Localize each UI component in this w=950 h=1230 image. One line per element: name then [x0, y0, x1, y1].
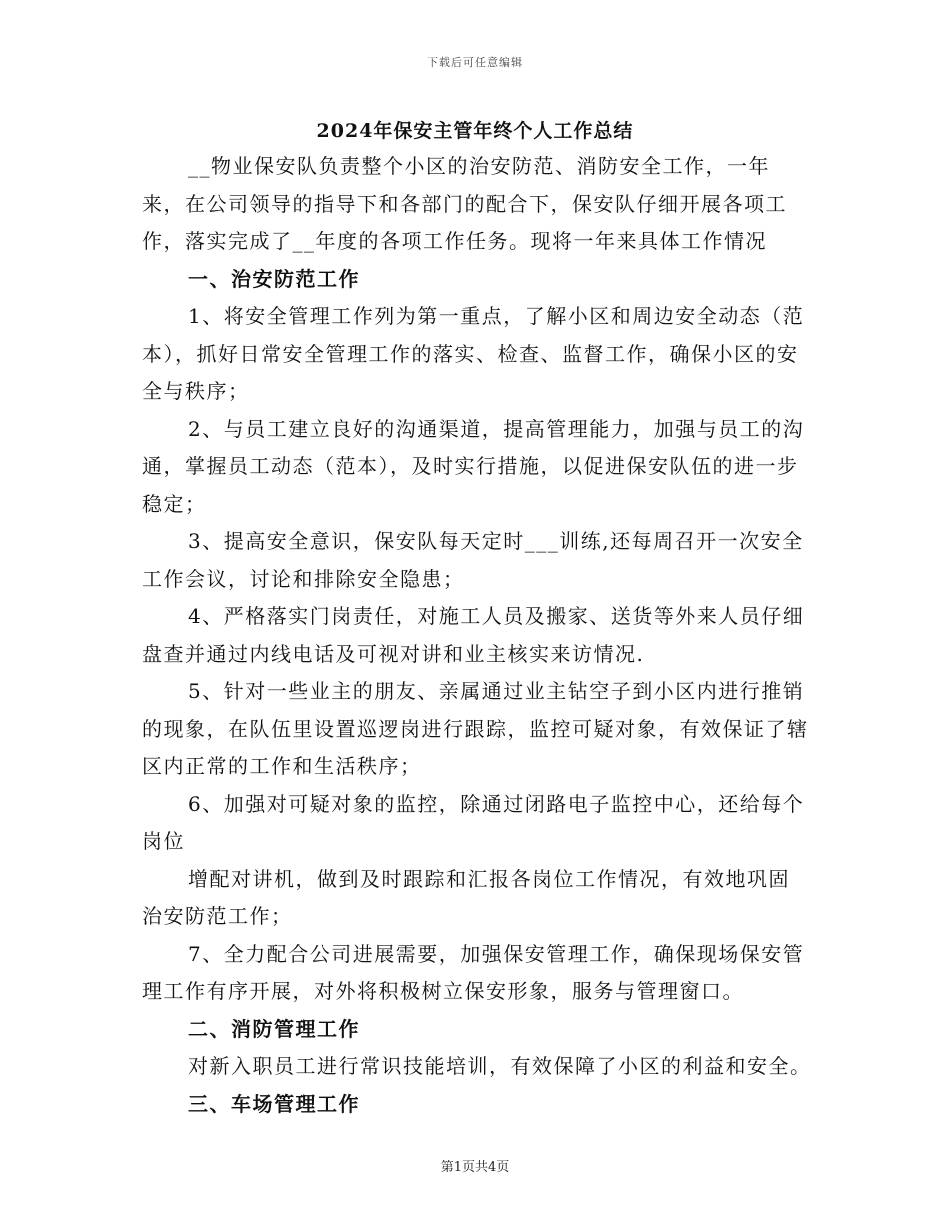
section-heading-security: 一、治安防范工作	[188, 266, 360, 291]
header-note: 下载后可任意编辑	[427, 56, 523, 69]
body-paragraph: 5、针对一些业主的朋友、亲属通过业主钻空子到小区内进行推销的现象，在队伍里设置巡逻岗进行跟踪，监控可疑对象，有效保证了辖区内正常的工作和生活秩序；	[142, 679, 809, 778]
document-body	[142, 148, 810, 1123]
intro-paragraph: __物业保安队负责整个小区的治安防范、消防安全工作，一年来，在公司领导的指导下和各部门的配合下，保安队仔细开展各项工作，落实完成了__年度的各项工作任务。现将一年来具体工作情况	[142, 154, 787, 253]
body-paragraph: 增配对讲机，做到及时跟踪和汇报各岗位工作情况，有效地巩固治安防范工作；	[142, 866, 790, 928]
section-heading-parking: 三、车场管理工作	[188, 1091, 360, 1116]
page-number-footer: 第1页共4页	[440, 1160, 510, 1175]
body-paragraph: 1、将安全管理工作列为第一重点，了解小区和周边安全动态（范本），抓好日常安全管理工作的落实、检查、监督工作，确保小区的安全与秩序；	[142, 304, 805, 403]
body-paragraph: 4、严格落实门岗责任，对施工人员及搬家、送货等外来人员仔细盘查并通过内线电话及可视对讲和业主核实来访情况.	[142, 604, 805, 666]
body-paragraph: 2、与员工建立良好的沟通渠道，提高管理能力，加强与员工的沟通，掌握员工动态（范本），及时实行措施，以促进保安队伍的进一步稳定；	[142, 416, 805, 516]
body-paragraph: 6、加强对可疑对象的监控，除通过闭路电子监控中心，还给每个岗位	[142, 791, 805, 853]
body-paragraph: 7、全力配合公司进展需要，加强保安管理工作，确保现场保安管理工作有序开展，对外将积极树立保安形象，服务与管理窗口。	[142, 941, 805, 1003]
body-paragraph: 对新入职员工进行常识技能培训，有效保障了小区的利益和安全。	[188, 1054, 812, 1078]
document-title: 2024年保安主管年终个人工作总结	[316, 120, 634, 142]
section-heading-fire: 二、消防管理工作	[188, 1016, 360, 1041]
body-paragraph: 3、提高安全意识，保安队每天定时___训练,还每周召开一次安全工作会议，讨论和排除安全隐患；	[142, 529, 804, 591]
